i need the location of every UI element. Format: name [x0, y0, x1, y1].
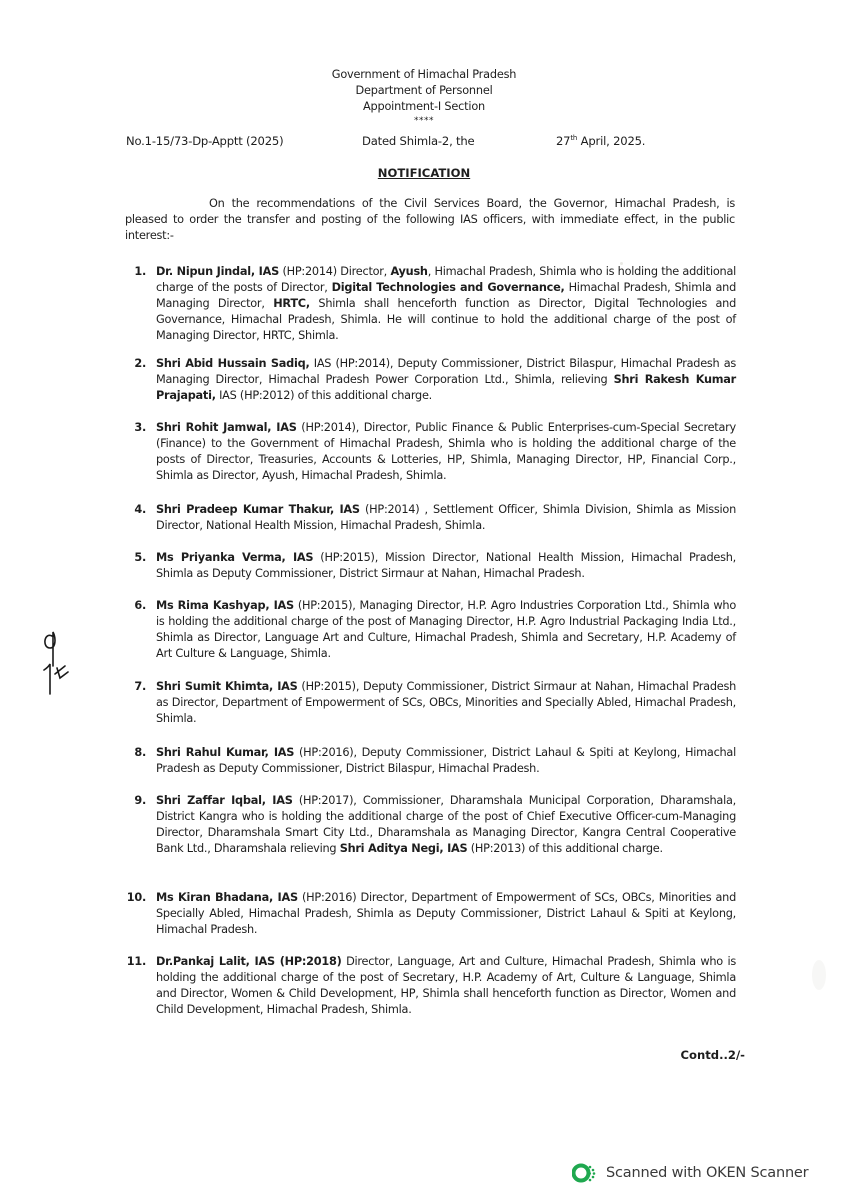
item-body — [146, 356, 736, 404]
bold-text: Shri Rohit Jamwal, IAS — [156, 421, 297, 434]
item-number: 3. — [134, 421, 146, 434]
bold-text: Shri Zaffar Iqbal, IAS — [156, 794, 293, 807]
bold-text: Shri Rahul Kumar, IAS — [156, 746, 295, 759]
item-text: Himachal Pradesh, Shimla and Managing Director, — [156, 281, 736, 310]
list-item — [134, 550, 736, 582]
item-body — [146, 679, 736, 727]
list-item — [134, 264, 737, 344]
date-rest: April, 2025. — [577, 134, 646, 148]
item-number: 5. — [134, 551, 146, 564]
bold-text: Shri Sumit Khimta, IAS — [156, 680, 298, 693]
item-number: 6. — [134, 599, 146, 612]
list-item — [134, 356, 737, 404]
item-text: (HP:2015), Deputy Commissioner, District Sirmaur at Nahan, Himachal Pradesh as Director, Department of Empowerment of SCs, OBCs, Minorities and Specially Abled, Himachal Pradesh, Shimla. — [156, 680, 736, 725]
watermark-text: Scanned with OKEN Scanner — [606, 1165, 809, 1181]
item-text: (HP:2016) Director, Department of Empowerment of SCs, OBCs, Minorities and Specially Abled, Himachal Pradesh, Shimla as Deputy Commissioner, District Lahaul & Spiti at Keylong, Himachal Pradesh. — [156, 891, 736, 936]
item-text: (HP:2017), Commissioner, Dharamshala Municipal Corporation, Dharamshala, District Kangra who is holding the additional charge of the post of Chief Executive Officer-cum-Managing Director, Dharamshala Smart City Ltd., Dharamshala as Managing Director, Kangra Central Cooperative Bank Ltd., Dharamshala relieving — [156, 794, 736, 855]
header-stars: **** — [414, 116, 434, 126]
item-text: (HP:2014) , Settlement Officer, Shimla Division, Shimla as Mission Director, National Health Mission, Himachal Pradesh, Shimla. — [156, 503, 736, 532]
list-item — [134, 679, 736, 727]
item-text: (HP:2014), Director, Public Finance & Public Enterprises-cum-Special Secretary (Finance) to the Government of Himachal Pradesh, Shimla who is holding the additional charge of the posts of Director, Treasuries, Accounts & Lotteries, HP, Shimla, Managing Director, HP, Financial Corp., Shimla as Director, Ayush, Himachal Pradesh, Shimla. — [156, 421, 736, 482]
item-body — [146, 420, 736, 484]
date-day: 27 — [556, 134, 571, 148]
list-item — [134, 598, 736, 662]
list-item — [126, 890, 736, 938]
item-body — [146, 264, 736, 344]
scanner-watermark — [572, 1160, 808, 1186]
header-department: Department of Personnel — [355, 84, 493, 97]
bold-text: Ms Priyanka Verma, IAS — [156, 551, 314, 564]
item-text: , Himachal Pradesh, Shimla who is holding the additional charge of the posts of Director, — [156, 265, 737, 294]
header-section: Appointment-I Section — [362, 100, 486, 113]
continued-marker: Contd..2/- — [680, 1048, 745, 1062]
list-item — [134, 420, 736, 484]
bold-text: Dr.Pankaj Lalit, IAS (HP:2018) — [156, 955, 342, 968]
item-number: 7. — [134, 680, 146, 693]
item-text: (HP:2016), Deputy Commissioner, District Lahaul & Spiti at Keylong, Himachal Pradesh as Deputy Commissioner, District Bilaspur, Himachal Pradesh. — [156, 746, 736, 775]
list-item — [126, 954, 737, 1018]
scan-artifact — [812, 960, 826, 990]
bold-text: Ms Rima Kashyap, IAS — [156, 599, 294, 612]
list-item — [134, 745, 736, 777]
header-government: Government of Himachal Pradesh — [331, 68, 517, 81]
bold-text: Dr. Nipun Jindal, IAS — [156, 265, 280, 278]
item-text: (HP:2015), Managing Director, H.P. Agro Industries Corporation Ltd., Shimla who is holding the additional charge of the post of Managing Director, H.P. Agro Industrial Packaging India Ltd., Shimla as Director, Language Art and Culture, Himachal Pradesh, Shimla and Secretary, H.P. Academy of Art Culture & Language, Shimla. — [156, 599, 736, 660]
item-body — [146, 890, 736, 938]
bold-text: Shri Rakesh Kumar Prajapati, — [156, 373, 737, 402]
list-item — [134, 793, 736, 857]
item-body — [146, 550, 736, 582]
item-number: 1. — [134, 265, 146, 278]
intro-paragraph — [125, 196, 735, 244]
intro-text: On the recommendations of the Civil Services Board, the Governor, Himachal Pradesh, is pleased to order the transfer and posting of the following IAS officers, with immediate effect, in the public interest:- — [125, 197, 735, 242]
item-body — [146, 954, 736, 1018]
item-number: 8. — [134, 746, 146, 759]
item-text: IAS (HP:2014), Deputy Commissioner, District Bilaspur, Himachal Pradesh as Managing Director, Himachal Pradesh Power Corporation Ltd., Shimla, relieving — [156, 357, 737, 386]
bold-text: Ayush — [390, 265, 428, 278]
bold-text: HRTC, — [273, 297, 310, 310]
item-body — [146, 745, 736, 777]
oken-scanner-logo-icon — [572, 1162, 598, 1184]
item-body — [146, 598, 736, 662]
bold-text: Shri Pradeep Kumar Thakur, IAS — [156, 503, 360, 516]
item-text: Shimla shall henceforth function as Director, Digital Technologies and Governance, Himachal Pradesh, Shimla. He will continue to hold the additional charge of the post of Managing Director, HRTC, Shimla. — [156, 297, 736, 342]
item-number: 11. — [126, 955, 146, 968]
bold-text: Shri Aditya Negi, IAS — [339, 842, 468, 855]
handwritten-initials — [38, 626, 78, 696]
item-body — [146, 793, 736, 857]
notification-date — [556, 134, 645, 148]
item-text: Director, Language, Art and Culture, Himachal Pradesh, Shimla who is holding the additional charge of the post of Secretary, H.P. Academy of Art, Culture & Language, Shimla and Director, Women & Child Development, HP, Shimla shall henceforth function as Director, Women and Child Development, Himachal Pradesh, Shimla. — [156, 955, 737, 1016]
item-text: (HP:2014) Director, — [279, 265, 391, 278]
item-text: (HP:2013) of this additional charge. — [467, 842, 663, 855]
dated-label: Dated Shimla-2, the — [362, 134, 475, 148]
bold-text: Ms Kiran Bhadana, IAS — [156, 891, 298, 904]
item-body — [146, 502, 736, 534]
item-number: 2. — [134, 357, 146, 370]
bold-text: Shri Abid Hussain Sadiq, — [156, 357, 310, 370]
list-item — [134, 502, 736, 534]
notification-number: No.1-15/73-Dp-Apptt (2025) — [126, 134, 284, 148]
notification-title: NOTIFICATION — [377, 166, 471, 180]
item-number: 4. — [134, 503, 146, 516]
date-suffix: th — [570, 134, 578, 143]
item-number: 10. — [126, 891, 146, 904]
item-text: IAS (HP:2012) of this additional charge. — [215, 389, 433, 402]
item-text: (HP:2015), Mission Director, National Health Mission, Himachal Pradesh, Shimla as Deputy Commissioner, District Sirmaur at Nahan, Himachal Pradesh. — [156, 551, 736, 580]
item-number: 9. — [134, 794, 146, 807]
bold-text: Digital Technologies and Governance, — [331, 281, 565, 294]
